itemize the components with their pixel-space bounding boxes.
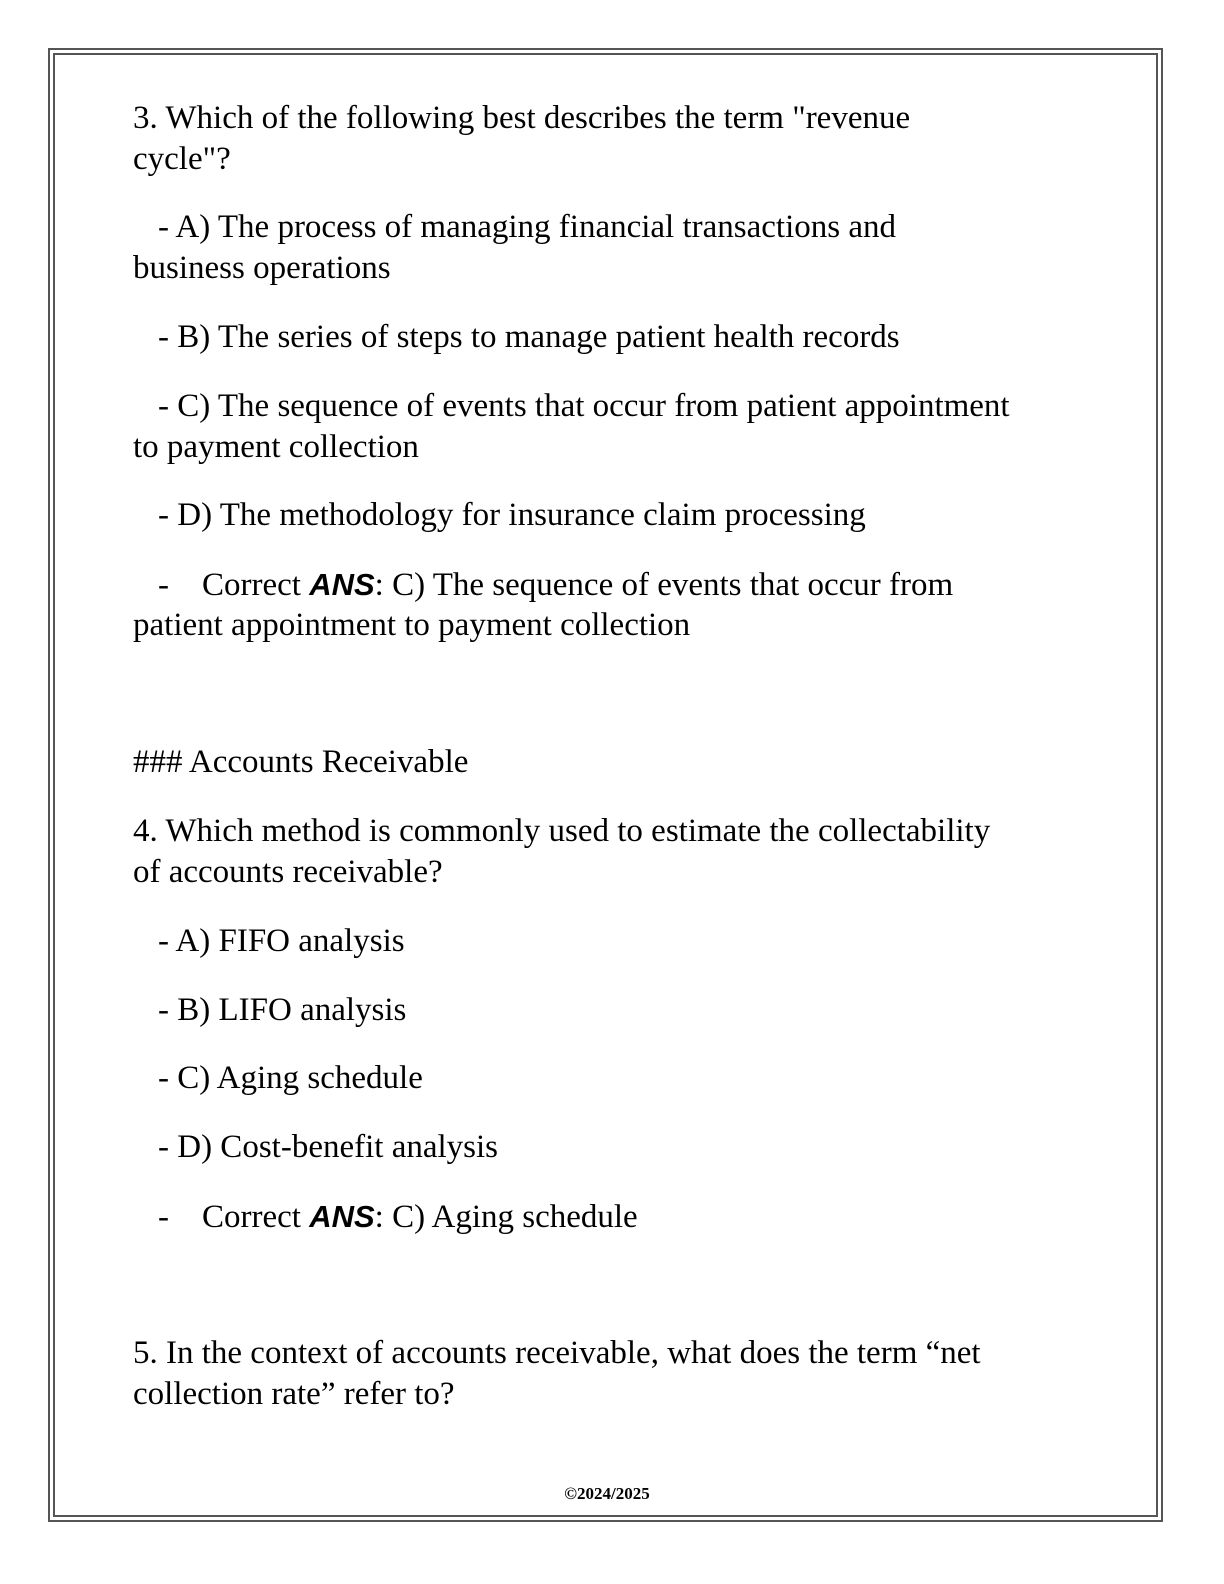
q3-option-a-cont: business operations (133, 250, 391, 286)
question-5-text-cont: collection rate” refer to? (133, 1376, 455, 1412)
q3-answer-text: : C) The sequence of events that occur from (374, 567, 954, 603)
question-4-text: 4. Which method is commonly used to estimate the collectability (133, 813, 991, 849)
q4-answer (158, 1196, 638, 1238)
q3-answer-cont: patient appointment to payment collection (133, 607, 691, 643)
q4-option-d: - D) Cost-benefit analysis (158, 1129, 499, 1165)
q3-answer-prefix: - Correct (158, 567, 310, 603)
q4-answer-prefix: - Correct (158, 1199, 310, 1235)
question-4-text-cont: of accounts receivable? (133, 854, 443, 890)
q3-answer (158, 564, 953, 606)
q3-option-a: - A) The process of managing financial transactions and (158, 209, 896, 245)
q3-option-b: - B) The series of steps to manage patient health records (158, 319, 900, 355)
q4-option-b: - B) LIFO analysis (158, 992, 407, 1028)
section-heading: ### Accounts Receivable (133, 744, 469, 780)
footer-copyright: ©2024/2025 (564, 1484, 650, 1503)
q4-option-c: - C) Aging schedule (158, 1060, 423, 1096)
question-3-text-cont: cycle"? (133, 141, 231, 177)
q3-option-c: - C) The sequence of events that occur from patient appointment (158, 388, 1010, 424)
q3-answer-label: ANS (309, 567, 375, 602)
q3-option-d: - D) The methodology for insurance claim processing (158, 497, 866, 533)
question-3-text: 3. Which of the following best describes the term "revenue (133, 100, 911, 136)
q4-answer-label: ANS (309, 1199, 375, 1234)
question-5-text: 5. In the context of accounts receivable, what does the term “net (133, 1335, 981, 1371)
q4-option-a: - A) FIFO analysis (158, 923, 405, 959)
q4-answer-text: : C) Aging schedule (374, 1199, 638, 1235)
q3-option-c-cont: to payment collection (133, 429, 419, 465)
